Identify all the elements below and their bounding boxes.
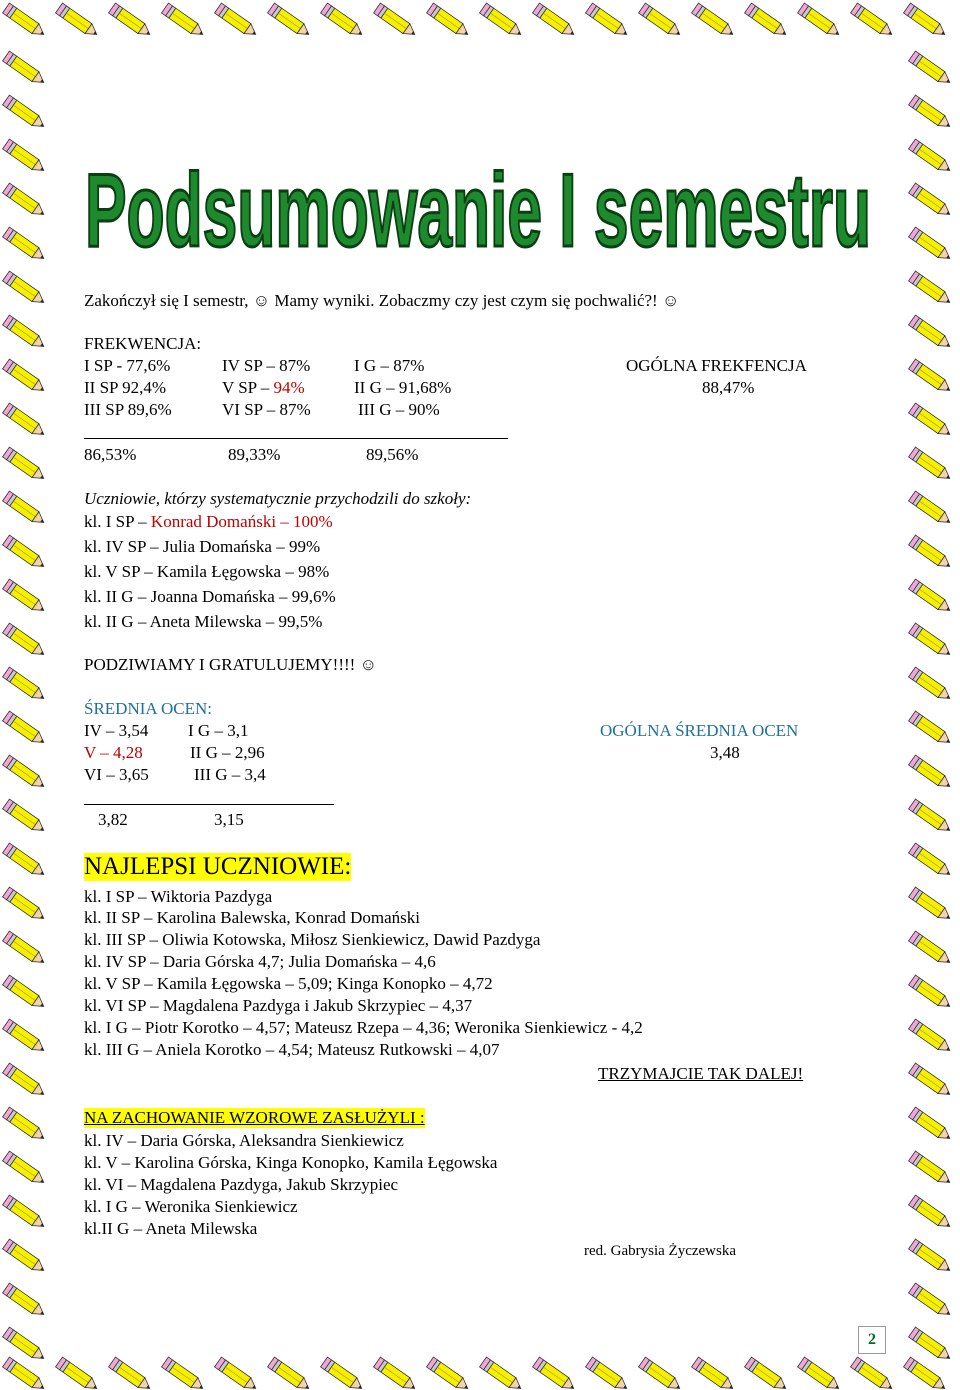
pencil-icon — [909, 887, 954, 923]
page-title — [78, 118, 878, 268]
list-item: kl. VI SP – Magdalena Pazdyga i Jakub Skrzypiec – 4,37 — [84, 996, 473, 1015]
pencil-icon — [3, 139, 48, 175]
pencil-icon — [586, 1357, 631, 1390]
pencil-icon — [851, 1357, 896, 1390]
list-item: kl. II G – Aneta Milewska – 99,5% — [84, 612, 323, 631]
pencil-icon — [480, 3, 525, 39]
pencil-icon — [909, 51, 954, 87]
pencil-icon — [909, 491, 954, 527]
pencil-icon — [3, 623, 48, 659]
pencil-icon — [909, 535, 954, 571]
grade-cell: I G – 3,1 — [188, 721, 249, 740]
pencil-icon — [909, 1063, 954, 1099]
attendance-cell: I G – 87% — [354, 356, 425, 375]
pencil-icon — [215, 1357, 260, 1390]
list-item: kl. III G – Aniela Korotko – 4,54; Mateusz Rutkowski – 4,07 — [84, 1040, 500, 1059]
pencil-icon — [3, 1239, 48, 1275]
pencil-icon — [3, 447, 48, 483]
page-number: 2 — [858, 1326, 886, 1354]
pencil-icon — [3, 1195, 48, 1231]
list-item: kl. V SP – Kamila Łęgowska – 98% — [84, 562, 330, 581]
list-item-highlight: Konrad Domański – 100% — [150, 512, 333, 531]
list-item: kl. VI – Magdalena Pazdyga, Jakub Skrzypiec — [84, 1175, 399, 1194]
list-item: kl.II G – Aneta Milewska — [84, 1219, 258, 1238]
behavior-heading: NA ZACHOWANIE WZOROWE ZASŁUŻYLI : — [84, 1108, 425, 1127]
pencil-icon — [692, 3, 737, 39]
list-item: kl. IV SP – Julia Domańska – 99% — [84, 537, 321, 556]
pencil-icon — [109, 1357, 154, 1390]
pencil-icon — [3, 359, 48, 395]
list-item: kl. IV SP – Daria Górska 4,7; Julia Domańska – 4,6 — [84, 952, 436, 971]
list-item: kl. I G – Weronika Sienkiewicz — [84, 1197, 298, 1216]
pencil-icon — [162, 3, 207, 39]
divider — [84, 804, 334, 805]
grade-cell: II G – 2,96 — [190, 743, 265, 762]
attendance-cell: III SP 89,6% — [84, 400, 172, 419]
pencil-icon — [3, 579, 48, 615]
pencil-icon — [639, 1357, 684, 1390]
grade-cell: IV – 3,54 — [84, 721, 149, 740]
grade-average: 3,82 — [98, 810, 128, 829]
pencil-icon — [904, 1357, 949, 1390]
pencil-icon — [909, 183, 954, 219]
pencil-icon — [692, 1357, 737, 1390]
attendance-average: 89,56% — [366, 445, 419, 464]
pencil-icon — [909, 1327, 954, 1363]
list-item: kl. II G – Joanna Domańska – 99,6% — [84, 587, 336, 606]
pencil-icon — [3, 667, 48, 703]
grade-average: 3,15 — [214, 810, 244, 829]
overall-grade-value: 3,48 — [710, 743, 740, 762]
pencil-icon — [586, 3, 631, 39]
overall-attendance-label: OGÓLNA FREKFENCJA — [626, 356, 807, 375]
pencil-icon — [268, 1357, 313, 1390]
pencil-icon — [56, 1357, 101, 1390]
pencil-icon — [909, 1195, 954, 1231]
list-item: kl. V – Karolina Górska, Kinga Konopko, Kamila Łęgowska — [84, 1153, 498, 1172]
pencil-icon — [745, 3, 790, 39]
attendance-cell: VI SP – 87% — [222, 400, 311, 419]
attendance-cell-v-sp — [222, 378, 305, 398]
pencil-icon — [56, 3, 101, 39]
attendance-average: 89,33% — [228, 445, 281, 464]
pencil-icon — [909, 667, 954, 703]
pencil-icon — [798, 1357, 843, 1390]
pencil-icon — [3, 799, 48, 835]
pencil-icon — [909, 1239, 954, 1275]
grade-cell: V – 4,28 — [84, 743, 143, 762]
pencil-icon — [3, 95, 48, 131]
pencil-icon — [909, 975, 954, 1011]
list-item: kl. I G – Piotr Korotko – 4,57; Mateusz Rzepa – 4,36; Weronika Sienkiewicz - 4,2 — [84, 1018, 643, 1037]
list-item: kl. II SP – Karolina Balewska, Konrad Domański — [84, 908, 421, 927]
pencil-icon — [798, 3, 843, 39]
pencil-icon — [480, 1357, 525, 1390]
pencil-icon — [3, 3, 48, 39]
pencil-icon — [427, 1357, 472, 1390]
pencil-icon — [909, 271, 954, 307]
pencil-icon — [909, 799, 954, 835]
pencil-icon — [3, 491, 48, 527]
pencil-icon — [3, 315, 48, 351]
pencil-icon — [3, 535, 48, 571]
best-students-heading: NAJLEPSI UCZNIOWIE: — [84, 853, 352, 880]
pencil-icon — [3, 1107, 48, 1143]
list-item-prefix: kl. I SP – — [84, 512, 151, 531]
attendance-average: 86,53% — [84, 445, 137, 464]
overall-attendance-value: 88,47% — [702, 378, 755, 397]
pencil-icon — [3, 711, 48, 747]
pencil-icon — [3, 1283, 48, 1319]
pencil-icon — [215, 3, 260, 39]
pencil-icon — [909, 843, 954, 879]
pencil-icon — [3, 271, 48, 307]
pencil-icon — [3, 51, 48, 87]
pencil-icon — [909, 1283, 954, 1319]
congrats-text: PODZIWIAMY I GRATULUJEMY!!!! ☺ — [84, 655, 377, 674]
grade-cell: VI – 3,65 — [84, 765, 149, 784]
pencil-icon — [427, 3, 472, 39]
pencil-icon — [3, 1151, 48, 1187]
pencil-icon — [3, 1063, 48, 1099]
regular-attendance-heading: Uczniowie, którzy systematycznie przychodzili do szkoły: — [84, 489, 472, 508]
grade-cell: III G – 3,4 — [194, 765, 266, 784]
pencil-icon — [909, 403, 954, 439]
pencil-icon — [3, 975, 48, 1011]
attendance-cell: IV SP – 87% — [222, 356, 311, 375]
pencil-icon — [909, 359, 954, 395]
pencil-icon — [745, 1357, 790, 1390]
pencil-icon — [268, 3, 313, 39]
pencil-icon — [374, 1357, 419, 1390]
pencil-icon — [639, 3, 684, 39]
pencil-icon — [909, 315, 954, 351]
pencil-icon — [3, 1019, 48, 1055]
pencil-icon — [909, 447, 954, 483]
overall-grade-label: OGÓLNA ŚREDNIA OCEN — [600, 721, 799, 740]
list-item: kl. I SP – Wiktoria Pazdyga — [84, 887, 273, 906]
pencil-icon — [321, 3, 366, 39]
list-item: kl. V SP – Kamila Łęgowska – 5,09; Kinga Konopko – 4,72 — [84, 974, 493, 993]
attendance-cell-prefix: V SP – — [222, 378, 274, 397]
attendance-cell: II SP 92,4% — [84, 378, 167, 397]
attendance-cell: II G – 91,68% — [354, 378, 452, 397]
pencil-icon — [3, 843, 48, 879]
list-item: kl. III SP – Oliwia Kotowska, Miłosz Sienkiewicz, Dawid Pazdyga — [84, 930, 541, 949]
pencil-icon — [909, 1151, 954, 1187]
pencil-icon — [321, 1357, 366, 1390]
pencil-icon — [3, 931, 48, 967]
grades-heading: ŚREDNIA OCEN: — [84, 699, 212, 718]
editor-signature: red. Gabrysia Życzewska — [584, 1243, 737, 1259]
pencil-icon — [3, 1357, 48, 1390]
divider — [84, 438, 508, 439]
pencil-icon — [109, 3, 154, 39]
pencil-icon — [909, 931, 954, 967]
pencil-icon — [3, 183, 48, 219]
pencil-icon — [533, 3, 578, 39]
pencil-icon — [909, 1019, 954, 1055]
pencil-icon — [904, 3, 949, 39]
intro-text: Zakończył się I semestr, ☺ Mamy wyniki. Zobaczmy czy jest czym się pochwalić?! ☺ — [84, 291, 680, 310]
motto-text: TRZYMAJCIE TAK DALEJ! — [598, 1064, 804, 1083]
pencil-icon — [3, 227, 48, 263]
pencil-icon — [3, 755, 48, 791]
list-item: kl. IV – Daria Górska, Aleksandra Sienkiewicz — [84, 1131, 404, 1150]
pencil-icon — [909, 1107, 954, 1143]
pencil-icon — [909, 227, 954, 263]
attendance-cell-highlight: 94% — [273, 378, 305, 397]
pencil-icon — [3, 403, 48, 439]
attendance-cell: III G – 90% — [358, 400, 440, 419]
pencil-icon — [909, 579, 954, 615]
attendance-cell: I SP - 77,6% — [84, 356, 171, 375]
page-title-text: Podsumowanie I semestru — [85, 153, 871, 268]
pencil-icon — [909, 95, 954, 131]
pencil-icon — [909, 711, 954, 747]
pencil-icon — [533, 1357, 578, 1390]
attendance-heading: FREKWENCJA: — [84, 334, 202, 353]
pencil-icon — [909, 139, 954, 175]
pencil-icon — [909, 623, 954, 659]
pencil-icon — [3, 887, 48, 923]
list-item — [84, 512, 333, 532]
pencil-icon — [374, 3, 419, 39]
pencil-icon — [851, 3, 896, 39]
pencil-icon — [162, 1357, 207, 1390]
pencil-icon — [909, 755, 954, 791]
